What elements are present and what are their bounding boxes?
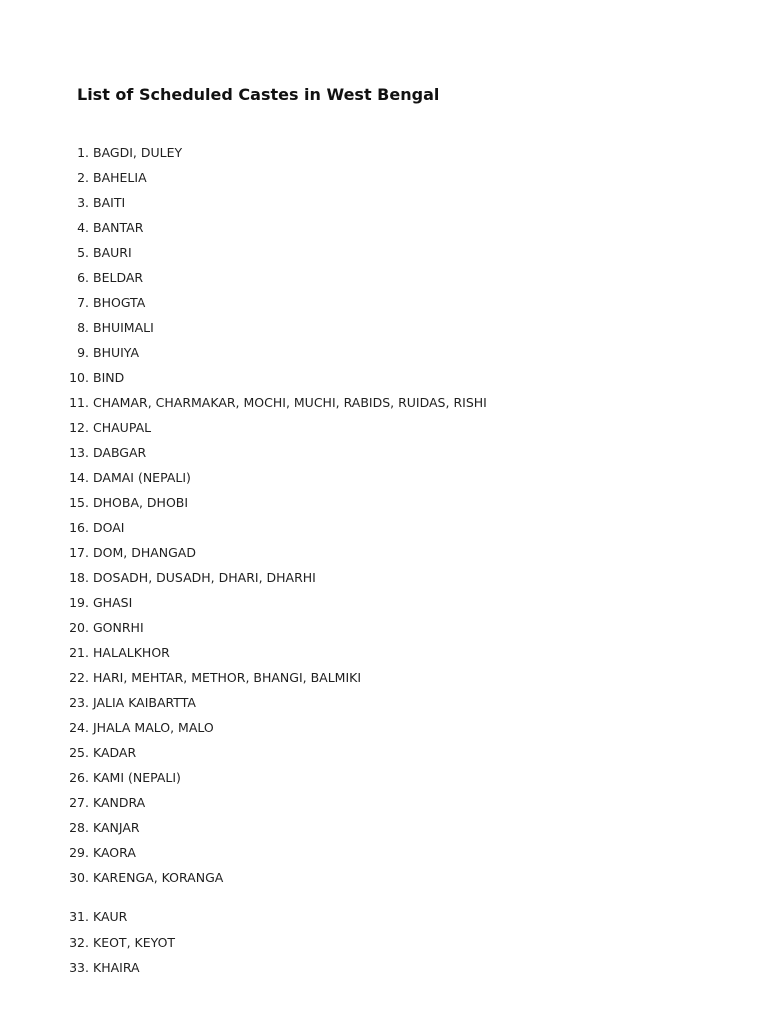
list-item-name: DOSADH, DUSADH, DHARI, DHARHI [93,570,316,585]
list-item-number: 11. [69,395,89,410]
list-item-name: KAUR [93,909,128,924]
list-item-name: JALIA KAIBARTTA [93,695,196,710]
list-item-number: 16. [69,520,89,535]
list-item-name: DHOBA, DHOBI [93,495,189,510]
list-item-name: GHASI [93,595,133,610]
list-item-number: 24. [69,720,89,735]
list-item-name: KHAIRA [93,960,140,975]
list-item-number: 9. [77,345,89,360]
list-item-number: 8. [77,320,89,335]
list-item-number: 19. [69,595,89,610]
list-item-number: 3. [77,195,89,210]
list-item-name: BAHELIA [93,170,147,185]
list-item-number: 26. [69,770,89,785]
list-item-name: DOM, DHANGAD [93,545,196,560]
list-item-number: 18. [69,570,89,585]
list-item-name: DAMAI (NEPALI) [93,470,191,485]
list-item-number: 4. [77,220,89,235]
list-item-name: KEOT, KEYOT [93,934,176,950]
list-item-name: DABGAR [93,445,147,460]
list-item-number: 14. [69,470,89,485]
list-item-number: 5. [77,245,89,260]
list-item-number: 10. [69,370,89,385]
list-item-number: 29. [69,845,89,860]
list-item-name: BAITI [93,195,126,210]
list-item-name: BAGDI, DULEY [93,145,183,160]
list-item-name: BIND [93,370,125,385]
list-item-number: 1. [77,145,89,160]
list-item-number: 23. [69,695,89,710]
list-item-name: KANDRA [93,795,146,810]
list-item-name: KANJAR [93,820,140,835]
list-item-number: 33. [69,960,89,975]
list-item-number: 7. [77,295,89,310]
list-item-number: 22. [69,670,89,685]
list-item-number: 31. [69,909,89,924]
list-item-name: KAMI (NEPALI) [93,770,181,785]
list-item-name: BAURI [93,245,132,260]
list-item-name: CHAUPAL [93,420,152,435]
list-item-number: 30. [69,870,89,885]
list-item-number: 20. [69,620,89,635]
list-item-name: KADAR [93,745,137,760]
list-item-number: 21. [69,645,89,660]
page-title: List of Scheduled Castes in West Bengal [77,85,440,104]
list-item-name: BANTAR [93,220,144,235]
list-item-name: BHOGTA [93,295,146,310]
list-item-number: 12. [69,420,89,435]
list-item-number: 32. [69,934,89,950]
list-item-name: KARENGA, KORANGA [93,870,224,885]
list-item-name: HARI, MEHTAR, METHOR, BHANGI, BALMIKI [93,670,362,685]
list-item-name: GONRHI [93,620,144,635]
list-item-number: 6. [77,270,89,285]
list-item-name: HALALKHOR [93,645,170,660]
list-item-number: 27. [69,795,89,810]
list-item-number: 13. [69,445,89,460]
list-item-name: BHUIMALI [93,320,154,335]
list-item-number: 15. [69,495,89,510]
list-item-number: 2. [77,170,89,185]
list-item-name: DOAI [93,520,125,535]
list-item-number: 17. [69,545,89,560]
list-item-name: BHUIYA [93,345,140,360]
list-item-name: BELDAR [93,270,144,285]
list-item-name: JHALA MALO, MALO [93,720,214,735]
list-item-name: KAORA [93,845,136,860]
list-item-number: 28. [69,820,89,835]
list-item-name: CHAMAR, CHARMAKAR, MOCHI, MUCHI, RABIDS, RUIDAS, RISHI [93,395,487,410]
list-item-number: 25. [69,745,89,760]
